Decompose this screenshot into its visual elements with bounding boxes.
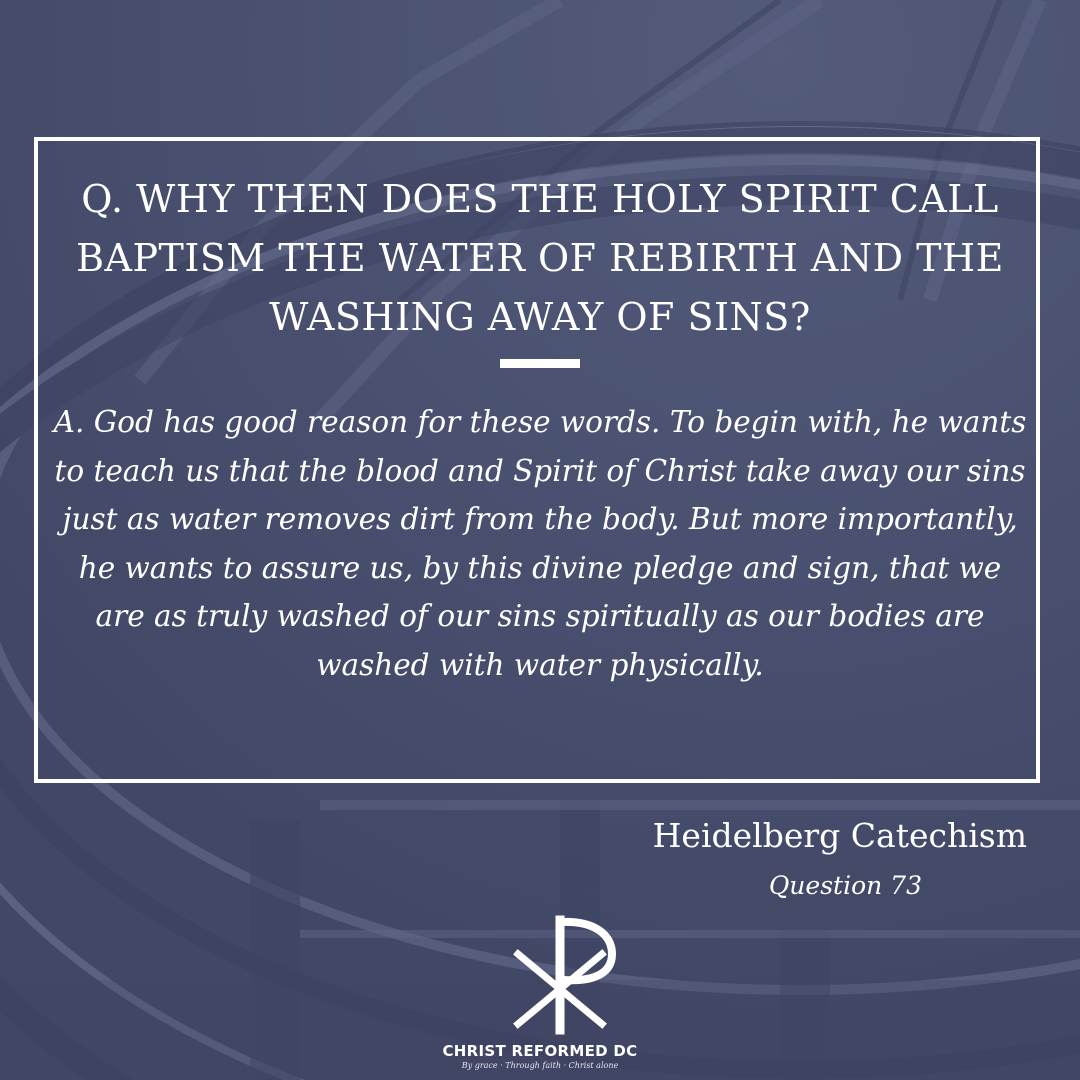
question-heading: Q. WHY THEN DOES THE HOLY SPIRIT CALL BAPTISM THE WATER OF REBIRTH AND THE WASHING AWAY OF SINS? [76,177,1004,339]
divider-bar [500,359,580,368]
brand-tagline: By grace · Through faith · Christ alone [461,1061,619,1070]
brand-name: CHRIST REFORMED DC [442,1042,638,1060]
source-question-number: Question 73 [768,871,922,900]
source-title: Heidelberg Catechism [652,816,1027,855]
chi-rho-icon [508,914,620,1036]
answer-text: A. God has good reason for these words. To begin with, he wants to teach us that the blood and Spirit of Christ take away our sins just as water removes dirt from the body. But more importantly, he wants to assure us, by this divine pledge and sign, that we are as truly washed of our sins spiritually as our bodies are washed with water physically. [53,405,1027,682]
